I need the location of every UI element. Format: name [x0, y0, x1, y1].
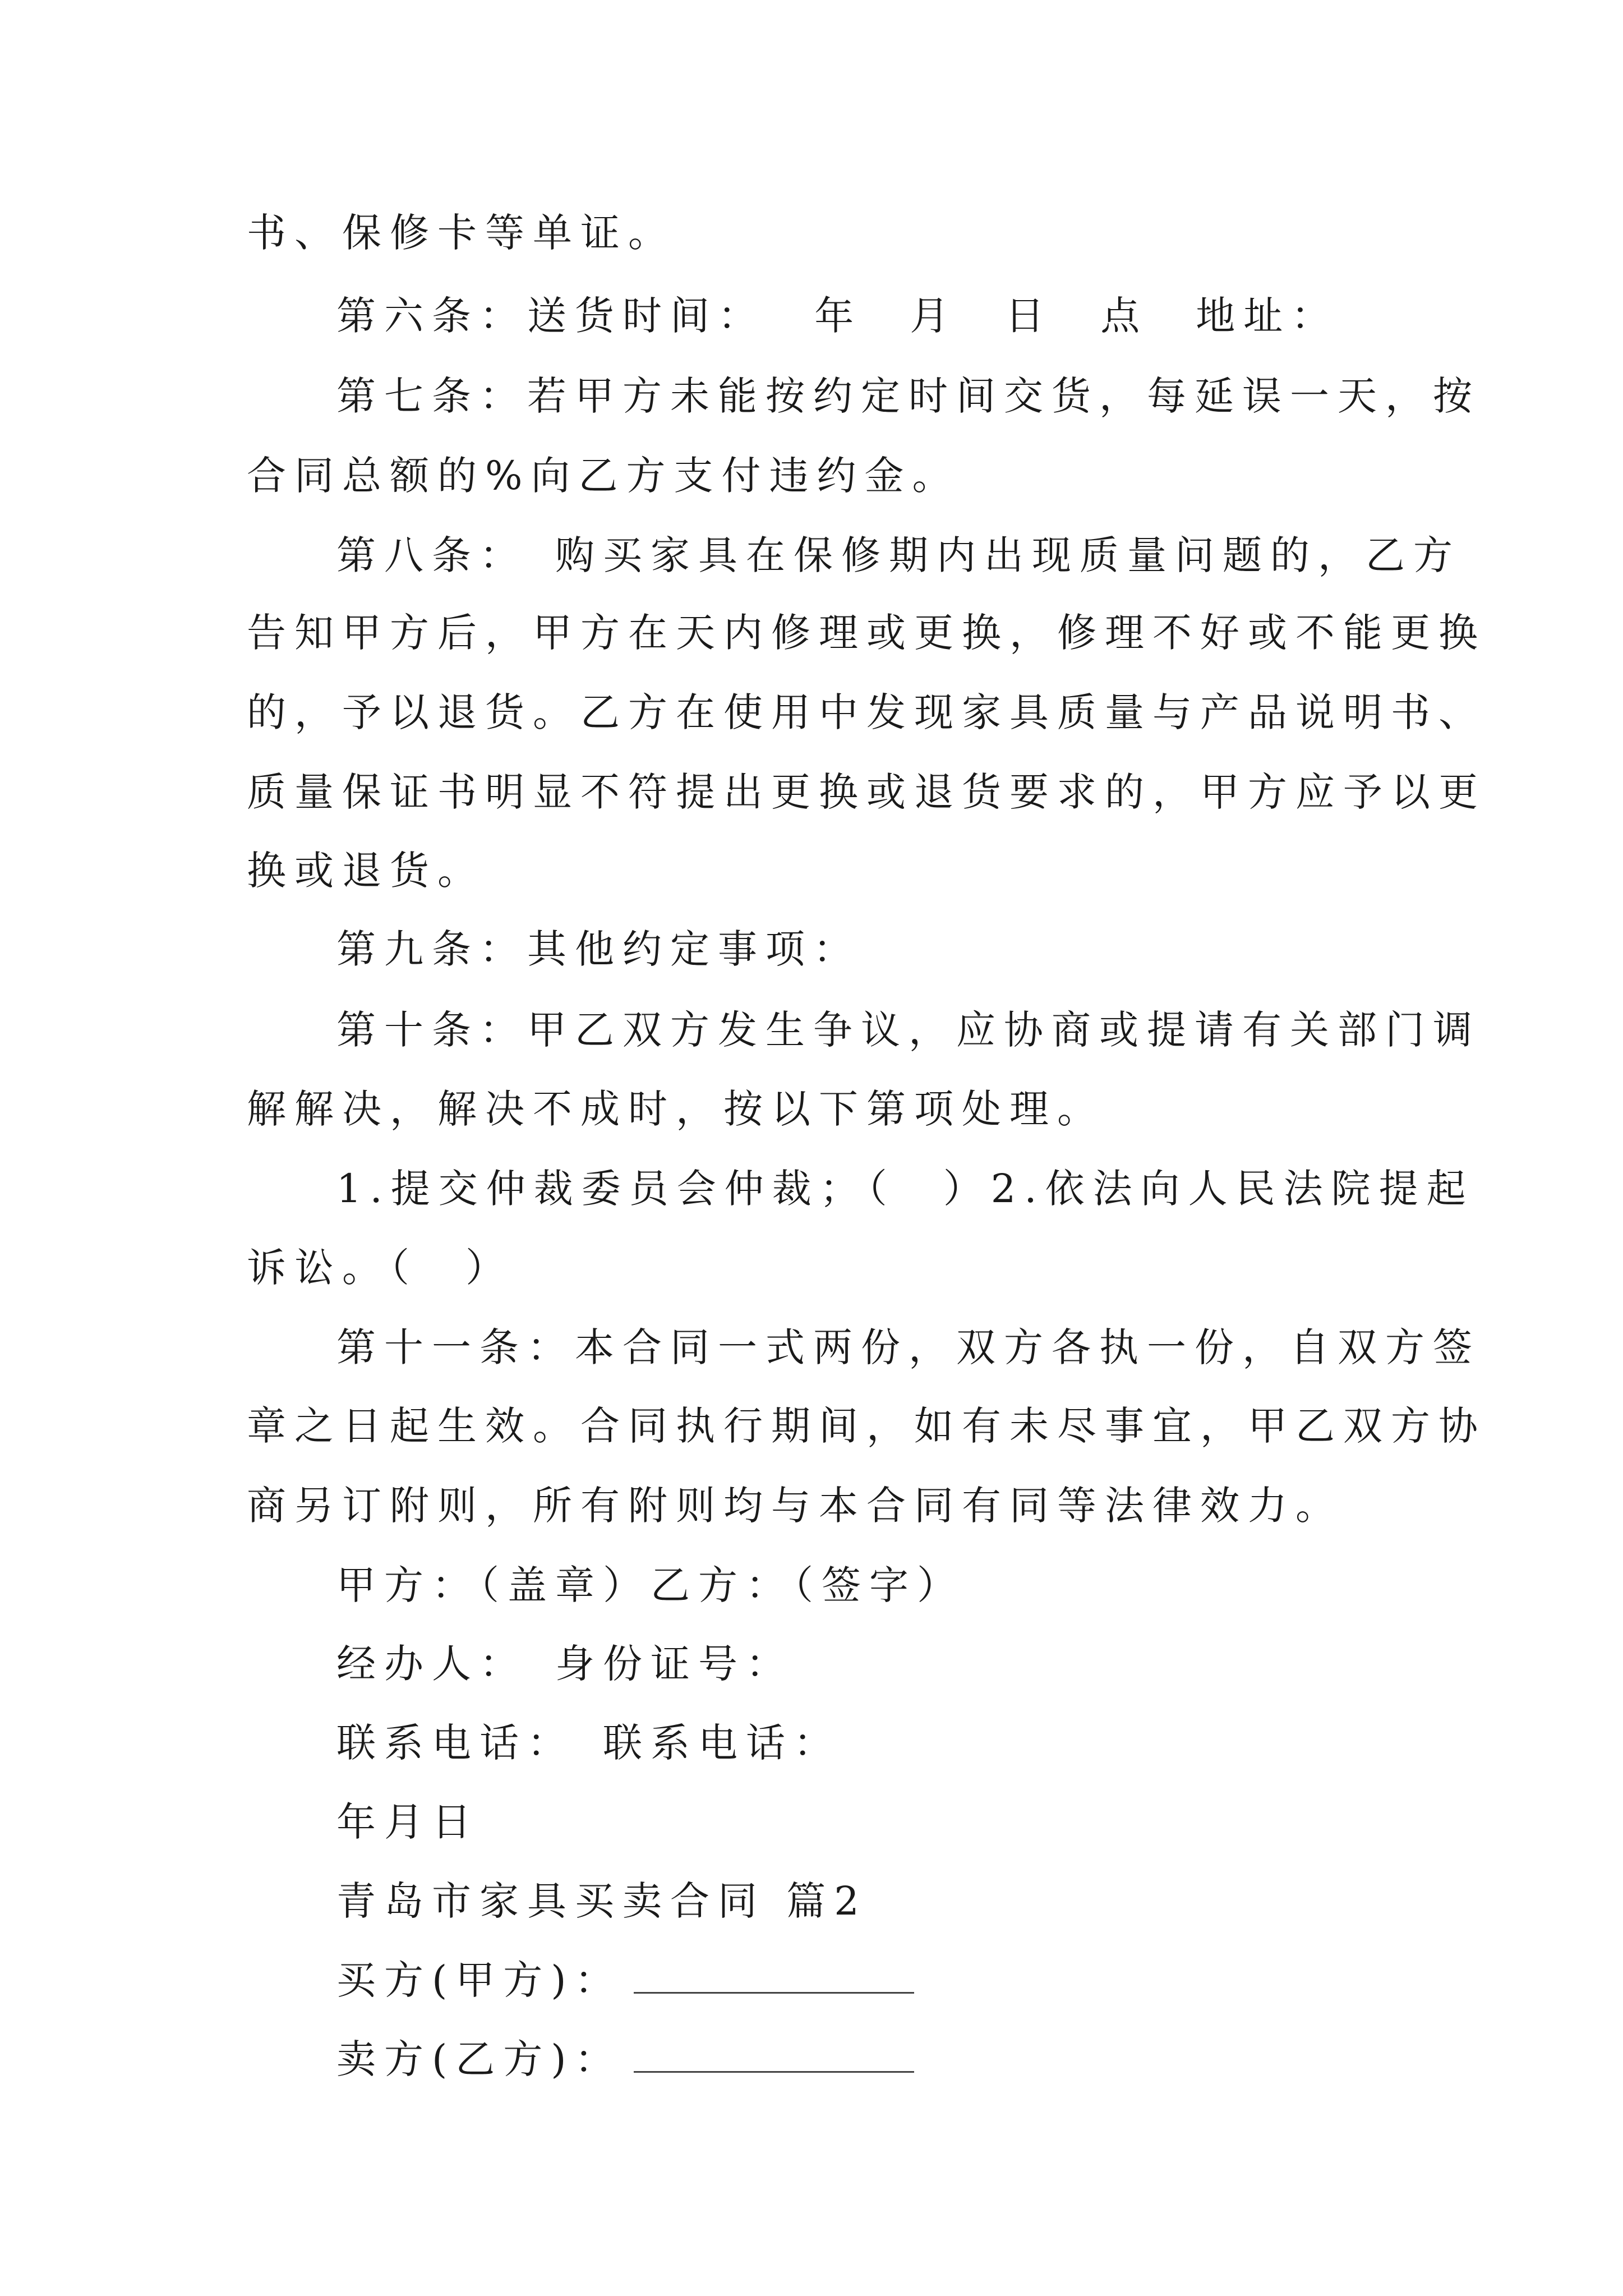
- text-line: 的，予以退货。乙方在使用中发现家具质量与产品说明书、: [247, 689, 1486, 735]
- text-line: 第十一条：本合同一式两份，双方各执一份，自双方签: [336, 1324, 1481, 1370]
- text-line: 商另订附则，所有附则均与本合同有同等法律效力。: [247, 1483, 1343, 1529]
- text-line: 联系电话： 联系电话：: [336, 1720, 841, 1766]
- text-line: 解解决，解决不成时，按以下第项处理。: [247, 1086, 1105, 1132]
- text-line: 第十条：甲乙双方发生争议，应协商或提请有关部门调: [336, 1007, 1481, 1053]
- buyer-line: [336, 1952, 914, 2008]
- text-line: 经办人： 身份证号：: [336, 1641, 794, 1687]
- text-line: 书、保修卡等单证。: [247, 210, 676, 256]
- text-line: 甲方：（盖章）乙方：（签字）: [336, 1562, 965, 1608]
- text-line: 第九条：其他约定事项：: [336, 926, 861, 972]
- text-line: 换或退货。: [247, 848, 485, 894]
- text-line: 第六条：送货时间： 年 月 日 点 地址：: [336, 293, 1339, 339]
- text-line: 诉讼。（ ）: [247, 1245, 513, 1291]
- seller-label: 卖方(乙方)：: [336, 2036, 623, 2082]
- text-line: 质量保证书明显不符提出更换或退货要求的，甲方应予以更: [247, 769, 1486, 815]
- text-line: 告知甲方后，甲方在天内修理或更换，修理不好或不能更换: [247, 610, 1486, 656]
- buyer-blank-field: [634, 1952, 914, 1994]
- text-line: 合同总额的%向乙方支付违约金。: [247, 453, 960, 499]
- buyer-label: 买方(甲方)：: [336, 1957, 623, 2003]
- text-line: 年月日: [336, 1799, 479, 1845]
- text-line: 1.提交仲裁委员会仲裁；（ ）2.依法向人民法院提起: [336, 1166, 1474, 1212]
- seller-line: [336, 2031, 914, 2087]
- text-line: 第八条： 购买家具在保修期内出现质量问题的，乙方: [336, 532, 1461, 578]
- text-line: 章之日起生效。合同执行期间，如有未尽事宜，甲乙双方协: [247, 1403, 1486, 1449]
- seller-blank-field: [634, 2031, 914, 2073]
- text-line: 第七条：若甲方未能按约定时间交货，每延误一天，按: [336, 373, 1481, 419]
- section-heading: 青岛市家具买卖合同 篇2: [336, 1878, 868, 1924]
